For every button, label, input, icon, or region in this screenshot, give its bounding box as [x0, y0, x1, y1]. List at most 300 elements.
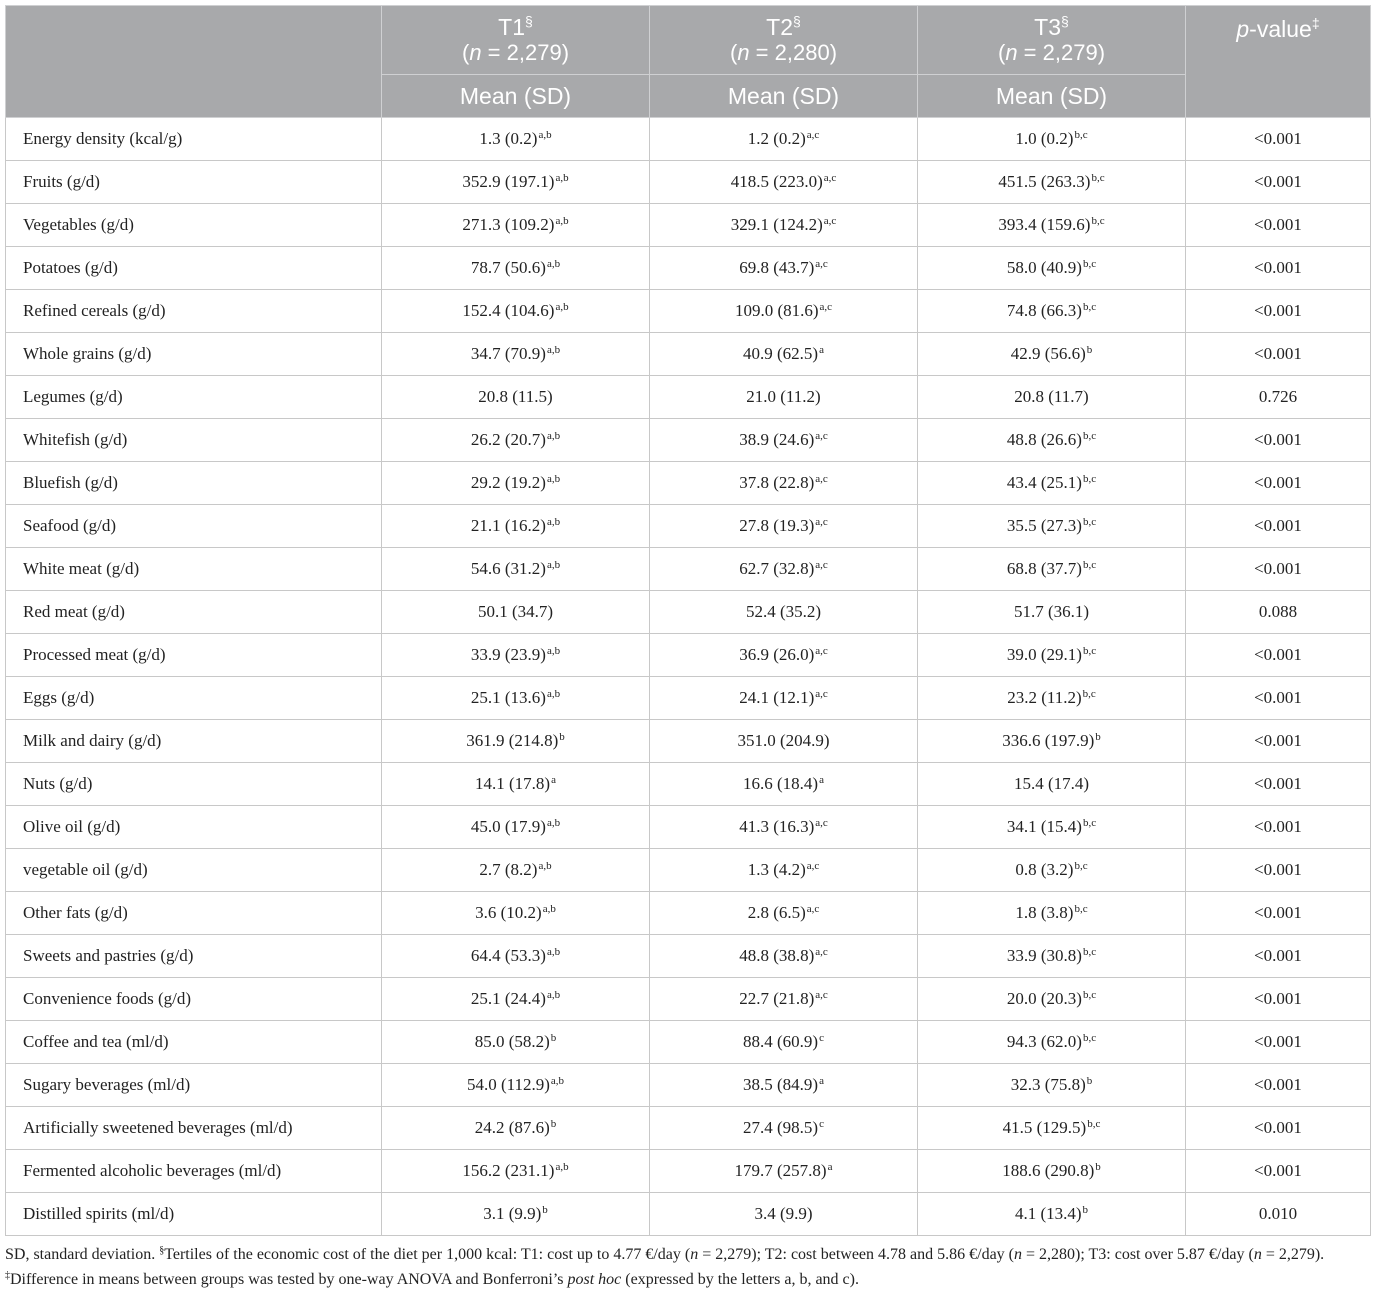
cell-pvalue: <0.001	[1186, 419, 1371, 462]
mean-sd-value: 94.3 (62.0)	[1006, 1032, 1082, 1051]
significance-superscript: a,b	[555, 301, 569, 313]
cell-t2	[650, 978, 918, 1021]
table-row	[6, 505, 1371, 548]
cell-pvalue: <0.001	[1186, 290, 1371, 333]
significance-superscript: c	[819, 1032, 824, 1044]
cell-pvalue: <0.001	[1186, 677, 1371, 720]
row-label: Red meat (g/d)	[6, 591, 382, 634]
table-row	[6, 419, 1371, 462]
mean-sd-value: 27.4 (98.5)	[743, 1118, 819, 1137]
mean-sd-value: 41.3 (16.3)	[739, 817, 815, 836]
cell-pvalue: <0.001	[1186, 505, 1371, 548]
cell-t3	[918, 419, 1186, 462]
significance-superscript: a,b	[538, 860, 552, 872]
cell-t3	[918, 849, 1186, 892]
row-label: Refined cereals (g/d)	[6, 290, 382, 333]
cell-t2	[650, 677, 918, 720]
cell-t3	[918, 763, 1186, 806]
cell-t2	[650, 1107, 918, 1150]
cell-t2	[650, 1150, 918, 1193]
mean-sd-value: 156.2 (231.1)	[462, 1161, 555, 1180]
row-label: Legumes (g/d)	[6, 376, 382, 419]
cell-t1	[382, 806, 650, 849]
subheader-t1: Mean (SD)	[382, 75, 650, 118]
cell-pvalue: <0.001	[1186, 763, 1371, 806]
significance-superscript: a,b	[546, 946, 561, 958]
significance-superscript: c	[819, 1118, 824, 1130]
table-row	[6, 376, 1371, 419]
row-label: Artificially sweetened beverages (ml/d)	[6, 1107, 382, 1150]
cell-t2	[650, 763, 918, 806]
mean-sd-value: 33.9 (23.9)	[470, 645, 546, 664]
mean-sd-value: 352.9 (197.1)	[462, 172, 555, 191]
cell-t1	[382, 161, 650, 204]
cell-t2	[650, 849, 918, 892]
mean-sd-value: 329.1 (124.2)	[730, 215, 823, 234]
mean-sd-value: 152.4 (104.6)	[462, 301, 555, 320]
table-row	[6, 892, 1371, 935]
row-label: Potatoes (g/d)	[6, 247, 382, 290]
cell-pvalue: <0.001	[1186, 1021, 1371, 1064]
mean-sd-value: 85.0 (58.2)	[474, 1032, 550, 1051]
table-row	[6, 204, 1371, 247]
cell-t3	[918, 204, 1186, 247]
row-label: Sugary beverages (ml/d)	[6, 1064, 382, 1107]
row-label: Whole grains (g/d)	[6, 333, 382, 376]
row-label: vegetable oil (g/d)	[6, 849, 382, 892]
significance-superscript: b,c	[1082, 989, 1097, 1001]
mean-sd-value: 1.3 (0.2)	[479, 129, 538, 148]
table-row	[6, 290, 1371, 333]
significance-superscript: b	[1086, 344, 1093, 356]
table-row	[6, 935, 1371, 978]
cell-t3	[918, 247, 1186, 290]
mean-sd-value: 40.9 (62.5)	[743, 344, 819, 363]
cell-t3	[918, 677, 1186, 720]
cell-t2	[650, 1064, 918, 1107]
cell-pvalue: 0.010	[1186, 1193, 1371, 1236]
header-t3: T3§ (n = 2,279)	[918, 6, 1186, 75]
cell-t1	[382, 1064, 650, 1107]
header-empty-cell	[6, 6, 382, 118]
significance-superscript: b	[542, 1204, 548, 1216]
cell-pvalue: <0.001	[1186, 1107, 1371, 1150]
cell-t3	[918, 1150, 1186, 1193]
significance-superscript: b,c	[1082, 645, 1097, 657]
row-label: Milk and dairy (g/d)	[6, 720, 382, 763]
significance-superscript: b	[559, 731, 565, 743]
cell-t1	[382, 935, 650, 978]
table-row	[6, 462, 1371, 505]
mean-sd-value: 188.6 (290.8)	[1002, 1161, 1095, 1180]
cell-t2	[650, 1021, 918, 1064]
row-label: Fruits (g/d)	[6, 161, 382, 204]
row-label: Vegetables (g/d)	[6, 204, 382, 247]
cell-t1	[382, 892, 650, 935]
table-row	[6, 161, 1371, 204]
header-t2: T2§ (n = 2,280)	[650, 6, 918, 75]
cell-t2	[650, 462, 918, 505]
mean-sd-value: 78.7 (50.6)	[470, 258, 546, 277]
mean-sd-value: 69.8 (43.7)	[739, 258, 815, 277]
table-row	[6, 1193, 1371, 1236]
cell-t3	[918, 806, 1186, 849]
significance-superscript: a,c	[815, 258, 828, 270]
mean-sd-value: 1.8 (3.8)	[1015, 903, 1074, 922]
significance-superscript: b,c	[1091, 215, 1105, 227]
cell-t3	[918, 118, 1186, 161]
mean-sd-value: 34.7 (70.9)	[470, 344, 546, 363]
row-label: Bluefish (g/d)	[6, 462, 382, 505]
mean-sd-value: 20.8 (11.7)	[1014, 387, 1089, 406]
significance-superscript: a,b	[546, 989, 561, 1001]
mean-sd-value: 27.8 (19.3)	[739, 516, 815, 535]
table-row	[6, 591, 1371, 634]
row-label: Fermented alcoholic beverages (ml/d)	[6, 1150, 382, 1193]
table-row	[6, 634, 1371, 677]
significance-superscript: b,c	[1082, 258, 1097, 270]
mean-sd-value: 20.0 (20.3)	[1006, 989, 1082, 1008]
cell-t1	[382, 333, 650, 376]
cell-t1	[382, 1150, 650, 1193]
row-label: Seafood (g/d)	[6, 505, 382, 548]
cell-t3	[918, 1107, 1186, 1150]
mean-sd-value: 41.5 (129.5)	[1002, 1118, 1087, 1137]
mean-sd-value: 22.7 (21.8)	[739, 989, 815, 1008]
significance-superscript: b,c	[1082, 817, 1097, 829]
cell-t1	[382, 505, 650, 548]
cell-t2	[650, 634, 918, 677]
row-label: Eggs (g/d)	[6, 677, 382, 720]
mean-sd-value: 3.1 (9.9)	[483, 1204, 542, 1223]
cell-t1	[382, 118, 650, 161]
significance-superscript: a,b	[555, 215, 569, 227]
cell-t2	[650, 591, 918, 634]
significance-superscript: a,b	[538, 129, 552, 141]
cell-t1	[382, 548, 650, 591]
row-label: White meat (g/d)	[6, 548, 382, 591]
significance-superscript: a	[819, 1075, 824, 1087]
significance-superscript: b,c	[1082, 559, 1097, 571]
cell-pvalue: <0.001	[1186, 634, 1371, 677]
cell-pvalue: 0.726	[1186, 376, 1371, 419]
significance-superscript: b,c	[1091, 172, 1105, 184]
results-table	[5, 5, 1371, 1236]
significance-superscript: b,c	[1074, 129, 1088, 141]
significance-superscript: a,c	[815, 989, 828, 1001]
significance-superscript: a,b	[542, 903, 556, 915]
mean-sd-value: 361.9 (214.8)	[466, 731, 559, 750]
table-row	[6, 677, 1371, 720]
mean-sd-value: 1.3 (4.2)	[747, 860, 806, 879]
row-label: Coffee and tea (ml/d)	[6, 1021, 382, 1064]
table-footnote: SD, standard deviation. §Tertiles of the economic cost of the diet per 1,000 kcal: T1: cost up to 4.77 €/day (n = 2,279); T2: cost between 4.78 and 5.86 €/day (n = 2,280); T3: cost over 5.87 €/day (n = 2,279). ‡Difference in means between groups was tested by one-way ANOVA and Bonferroni’s post hoc (expressed by the letters a, b, and c).	[5, 1245, 1325, 1288]
significance-superscript: a,c	[806, 129, 820, 141]
significance-superscript: a,b	[546, 430, 561, 442]
mean-sd-value: 88.4 (60.9)	[743, 1032, 819, 1051]
table-row	[6, 1064, 1371, 1107]
mean-sd-value: 20.8 (11.5)	[478, 387, 553, 406]
significance-superscript: a,b	[550, 1075, 565, 1087]
significance-superscript: a,b	[546, 817, 561, 829]
cell-t3	[918, 1193, 1186, 1236]
significance-superscript: a,c	[806, 903, 820, 915]
mean-sd-value: 38.9 (24.6)	[739, 430, 815, 449]
mean-sd-value: 74.8 (66.3)	[1006, 301, 1082, 320]
cell-pvalue: <0.001	[1186, 548, 1371, 591]
mean-sd-value: 1.0 (0.2)	[1015, 129, 1074, 148]
cell-t1	[382, 419, 650, 462]
significance-superscript: a,b	[546, 516, 561, 528]
mean-sd-value: 393.4 (159.6)	[998, 215, 1091, 234]
cell-t2	[650, 118, 918, 161]
mean-sd-value: 1.2 (0.2)	[747, 129, 806, 148]
significance-superscript: a	[819, 774, 824, 786]
mean-sd-value: 36.9 (26.0)	[739, 645, 815, 664]
significance-superscript: a,c	[815, 516, 828, 528]
mean-sd-value: 37.8 (22.8)	[739, 473, 815, 492]
significance-superscript: b	[550, 1118, 557, 1130]
mean-sd-value: 24.1 (12.1)	[739, 688, 815, 707]
cell-pvalue: <0.001	[1186, 1150, 1371, 1193]
significance-superscript: a,b	[546, 258, 561, 270]
mean-sd-value: 4.1 (13.4)	[1014, 1204, 1082, 1223]
significance-superscript: b,c	[1082, 473, 1097, 485]
mean-sd-value: 23.2 (11.2)	[1007, 688, 1082, 707]
significance-superscript: b,c	[1082, 946, 1097, 958]
cell-t3	[918, 548, 1186, 591]
table-row	[6, 247, 1371, 290]
table-row	[6, 1021, 1371, 1064]
mean-sd-value: 42.9 (56.6)	[1010, 344, 1086, 363]
row-label: Whitefish (g/d)	[6, 419, 382, 462]
cell-t1	[382, 634, 650, 677]
significance-superscript: b	[1095, 731, 1101, 743]
cell-pvalue: <0.001	[1186, 118, 1371, 161]
cell-pvalue: <0.001	[1186, 849, 1371, 892]
cell-t3	[918, 978, 1186, 1021]
table-header	[6, 6, 1371, 118]
cell-t3	[918, 1064, 1186, 1107]
cell-t1	[382, 978, 650, 1021]
mean-sd-value: 48.8 (38.8)	[739, 946, 815, 965]
mean-sd-value: 38.5 (84.9)	[743, 1075, 819, 1094]
cell-t3	[918, 892, 1186, 935]
mean-sd-value: 2.7 (8.2)	[479, 860, 538, 879]
cell-t1	[382, 1193, 650, 1236]
mean-sd-value: 64.4 (53.3)	[470, 946, 546, 965]
subheader-t3: Mean (SD)	[918, 75, 1186, 118]
mean-sd-value: 3.4 (9.9)	[754, 1204, 813, 1223]
significance-superscript: b	[1082, 1204, 1089, 1216]
cell-t2	[650, 806, 918, 849]
table-row	[6, 333, 1371, 376]
significance-superscript: b,c	[1074, 860, 1088, 872]
mean-sd-value: 54.0 (112.9)	[466, 1075, 550, 1094]
mean-sd-value: 39.0 (29.1)	[1006, 645, 1082, 664]
significance-superscript: a,c	[815, 946, 828, 958]
mean-sd-value: 24.2 (87.6)	[474, 1118, 550, 1137]
significance-superscript: b,c	[1074, 903, 1088, 915]
mean-sd-value: 54.6 (31.2)	[470, 559, 546, 578]
significance-superscript: b,c	[1082, 1032, 1097, 1044]
cell-t1	[382, 204, 650, 247]
cell-t2	[650, 333, 918, 376]
cell-t3	[918, 290, 1186, 333]
table-row	[6, 806, 1371, 849]
row-label: Convenience foods (g/d)	[6, 978, 382, 1021]
significance-superscript: b,c	[1082, 430, 1097, 442]
mean-sd-value: 14.1 (17.8)	[475, 774, 551, 793]
cell-t3	[918, 1021, 1186, 1064]
mean-sd-value: 29.2 (19.2)	[470, 473, 546, 492]
cell-pvalue: <0.001	[1186, 1064, 1371, 1107]
cell-t1	[382, 677, 650, 720]
table-row	[6, 1107, 1371, 1150]
mean-sd-value: 45.0 (17.9)	[470, 817, 546, 836]
header-pvalue: p-value‡	[1186, 6, 1371, 118]
mean-sd-value: 50.1 (34.7)	[477, 602, 554, 621]
significance-superscript: a	[819, 344, 824, 356]
table-row	[6, 548, 1371, 591]
mean-sd-value: 25.1 (13.6)	[470, 688, 546, 707]
mean-sd-value: 33.9 (30.8)	[1006, 946, 1082, 965]
cell-t3	[918, 161, 1186, 204]
table-row	[6, 978, 1371, 1021]
subheader-t2: Mean (SD)	[650, 75, 918, 118]
mean-sd-value: 2.8 (6.5)	[747, 903, 806, 922]
cell-pvalue: <0.001	[1186, 892, 1371, 935]
row-label: Olive oil (g/d)	[6, 806, 382, 849]
mean-sd-value: 16.6 (18.4)	[743, 774, 819, 793]
cell-t3	[918, 505, 1186, 548]
cell-t2	[650, 204, 918, 247]
mean-sd-value: 21.1 (16.2)	[470, 516, 546, 535]
cell-pvalue: <0.001	[1186, 161, 1371, 204]
significance-superscript: a,b	[546, 559, 561, 571]
cell-t1	[382, 849, 650, 892]
mean-sd-value: 35.5 (27.3)	[1006, 516, 1082, 535]
mean-sd-value: 34.1 (15.4)	[1006, 817, 1082, 836]
table-row	[6, 849, 1371, 892]
cell-t3	[918, 376, 1186, 419]
cell-t3	[918, 935, 1186, 978]
significance-superscript: a,b	[546, 645, 561, 657]
cell-t3	[918, 634, 1186, 677]
significance-superscript: a	[551, 774, 556, 786]
significance-superscript: a	[827, 1161, 833, 1173]
table-row	[6, 720, 1371, 763]
cell-t1	[382, 1021, 650, 1064]
significance-superscript: b,c	[1082, 301, 1097, 313]
cell-pvalue: <0.001	[1186, 462, 1371, 505]
cell-t1	[382, 1107, 650, 1150]
mean-sd-value: 68.8 (37.7)	[1006, 559, 1082, 578]
table-row	[6, 1150, 1371, 1193]
mean-sd-value: 51.7 (36.1)	[1013, 602, 1090, 621]
mean-sd-value: 52.4 (35.2)	[745, 602, 822, 621]
mean-sd-value: 15.4 (17.4)	[1013, 774, 1090, 793]
mean-sd-value: 109.0 (81.6)	[734, 301, 819, 320]
significance-superscript: b	[550, 1032, 557, 1044]
significance-superscript: a,c	[823, 172, 837, 184]
significance-superscript: a,c	[815, 817, 828, 829]
row-label: Sweets and pastries (g/d)	[6, 935, 382, 978]
significance-superscript: a,c	[815, 430, 828, 442]
significance-superscript: b	[1095, 1161, 1101, 1173]
results-table-container	[5, 5, 1370, 1236]
cell-t1	[382, 247, 650, 290]
cell-t3	[918, 591, 1186, 634]
cell-pvalue: <0.001	[1186, 935, 1371, 978]
cell-pvalue: <0.001	[1186, 806, 1371, 849]
significance-superscript: a,b	[546, 473, 561, 485]
cell-pvalue: <0.001	[1186, 333, 1371, 376]
significance-superscript: a,c	[823, 215, 837, 227]
cell-t1	[382, 720, 650, 763]
cell-t3	[918, 333, 1186, 376]
cell-t1	[382, 591, 650, 634]
mean-sd-value: 451.5 (263.3)	[998, 172, 1091, 191]
cell-t2	[650, 290, 918, 333]
significance-superscript: a,c	[819, 301, 833, 313]
mean-sd-value: 336.6 (197.9)	[1002, 731, 1095, 750]
header-t1: T1§ (n = 2,279)	[382, 6, 650, 75]
row-label: Processed meat (g/d)	[6, 634, 382, 677]
significance-superscript: a,b	[555, 1161, 569, 1173]
mean-sd-value: 32.3 (75.8)	[1010, 1075, 1086, 1094]
cell-t2	[650, 247, 918, 290]
significance-superscript: b	[1086, 1075, 1093, 1087]
cell-pvalue: <0.001	[1186, 720, 1371, 763]
row-label: Other fats (g/d)	[6, 892, 382, 935]
cell-pvalue: <0.001	[1186, 247, 1371, 290]
significance-superscript: a,c	[815, 473, 828, 485]
mean-sd-value: 0.8 (3.2)	[1015, 860, 1074, 879]
significance-superscript: a,b	[546, 688, 561, 700]
significance-superscript: a,c	[815, 688, 828, 700]
mean-sd-value: 62.7 (32.8)	[739, 559, 815, 578]
cell-t2	[650, 1193, 918, 1236]
cell-t1	[382, 462, 650, 505]
row-label: Nuts (g/d)	[6, 763, 382, 806]
cell-t1	[382, 376, 650, 419]
cell-t2	[650, 548, 918, 591]
mean-sd-value: 26.2 (20.7)	[470, 430, 546, 449]
significance-superscript: b,c	[1082, 688, 1096, 700]
mean-sd-value: 25.1 (24.4)	[470, 989, 546, 1008]
mean-sd-value: 418.5 (223.0)	[730, 172, 823, 191]
significance-superscript: b,c	[1087, 1118, 1101, 1130]
row-label: Distilled spirits (ml/d)	[6, 1193, 382, 1236]
significance-superscript: a,c	[815, 645, 828, 657]
table-body	[6, 118, 1371, 1236]
mean-sd-value: 48.8 (26.6)	[1006, 430, 1082, 449]
cell-pvalue: <0.001	[1186, 204, 1371, 247]
mean-sd-value: 3.6 (10.2)	[475, 903, 542, 922]
cell-t2	[650, 419, 918, 462]
row-label: Energy density (kcal/g)	[6, 118, 382, 161]
significance-superscript: a,c	[806, 860, 820, 872]
cell-t2	[650, 935, 918, 978]
significance-superscript: a,b	[546, 344, 561, 356]
cell-t1	[382, 290, 650, 333]
significance-superscript: a,c	[815, 559, 828, 571]
mean-sd-value: 351.0 (204.9)	[737, 731, 830, 750]
cell-t2	[650, 376, 918, 419]
mean-sd-value: 271.3 (109.2)	[462, 215, 555, 234]
cell-t2	[650, 505, 918, 548]
